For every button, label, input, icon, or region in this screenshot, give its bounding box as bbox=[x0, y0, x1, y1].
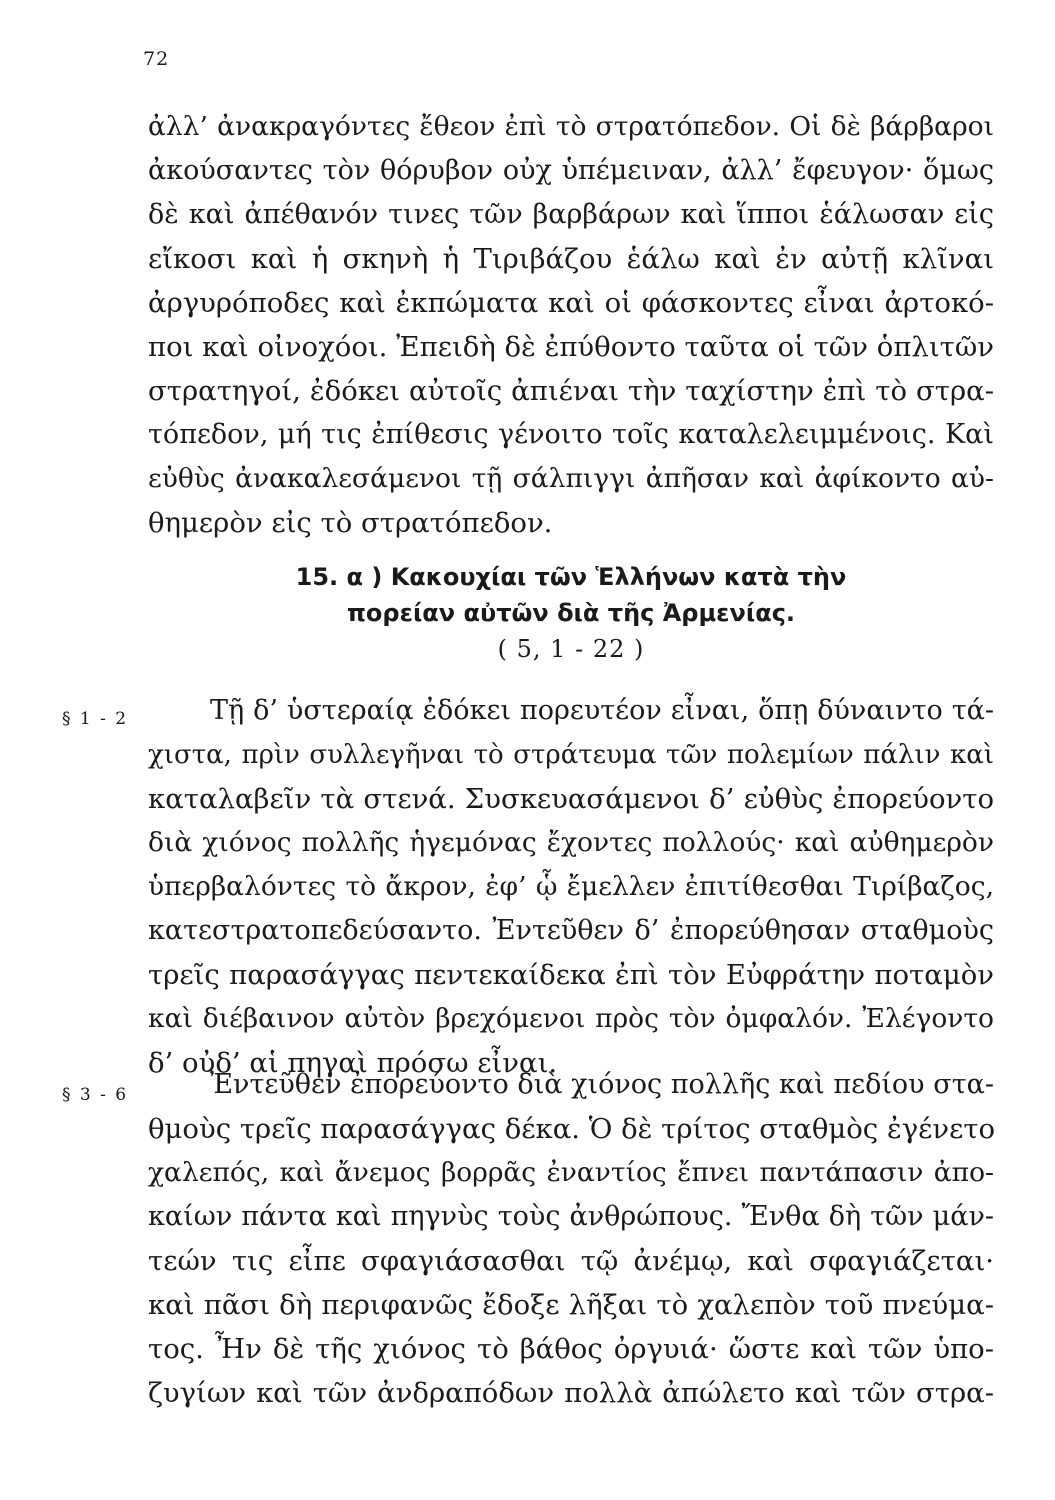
text-line: ἀλλ’ ἀνακραγόντες ἔθεον ἐπὶ τὸ στρατόπεδον. Οἱ δὲ βάρβαροι bbox=[148, 111, 994, 142]
text-line: καὶ πᾶσι δὴ περιφανῶς ἔδοξε λῆξαι τὸ χαλεπὸν τοῦ πνεύμα- bbox=[148, 1289, 994, 1321]
text-line: δὲ καὶ ἀπέθανόν τινες τῶν βαρβάρων καὶ ἵπποι ἑάλωσαν εἰς bbox=[148, 199, 994, 230]
section-reference: ( 5, 1 - 22 ) bbox=[497, 635, 645, 663]
text-line: χαλεπός, καὶ ἄνεμος βορρᾶς ἐναντίος ἔπνει παντάπασιν ἀπο- bbox=[148, 1157, 994, 1188]
text-line: Τῇ δ’ ὑστεραίᾳ ἐδόκει πορευτέον εἶναι, ὅπῃ δύναιντο τά- bbox=[210, 695, 994, 726]
text-line: θμοὺς τρεῖς παρασάγγας δέκα. Ὁ δὲ τρίτος σταθμὸς ἐγένετο bbox=[148, 1113, 996, 1145]
margin-note: § 1 - 2 bbox=[62, 709, 129, 729]
text-line: δ’ οὐδ’ αἱ πηγαὶ πρόσω εἶναι. bbox=[148, 1047, 558, 1079]
text-line: τρεῖς παρασάγγας πεντεκαίδεκα ἐπὶ τὸν Εὐφράτην ποταμὸν bbox=[148, 959, 994, 991]
text-line: τος. Ἦν δὲ τῆς χιόνος τὸ βάθος ὀργυιά· ὥστε καὶ τῶν ὑπο- bbox=[148, 1333, 994, 1365]
text-line: εἴκοσι καὶ ἡ σκηνὴ ἡ Τιριβάζου ἑάλω καὶ ἐν αὐτῇ κλῖναι bbox=[148, 243, 994, 275]
text-line: Ἐντεῦθεν ἐπορεύοντο διὰ χιόνος πολλῆς καὶ πεδίου στα- bbox=[210, 1069, 994, 1100]
text-line: θημερὸν εἰς τὸ στρατόπεδον. bbox=[148, 507, 553, 539]
text-line: καταλαβεῖν τὰ στενά. Συσκευασάμενοι δ’ εὐθὺς ἐπορεύοντο bbox=[148, 783, 994, 815]
section-heading-line-2: πορείαν αὐτῶν διὰ τῆς Ἀρμενίας. bbox=[346, 599, 796, 627]
text-line: ὑπερβαλόντες τὸ ἄκρον, ἐφ’ ᾧ ἔμελλεν ἐπιτίθεσθαι Τιρίβαζος, bbox=[148, 871, 994, 902]
text-line: ποι καὶ οἰνοχόοι. Ἐπειδὴ δὲ ἐπύθοντο ταῦτα οἱ τῶν ὁπλιτῶν bbox=[148, 331, 994, 363]
page-number: 72 bbox=[143, 48, 170, 70]
text-line: ἀκούσαντες τὸν θόρυβον οὐχ ὑπέμειναν, ἀλλ’ ἔφευγον· ὅμως bbox=[148, 155, 994, 186]
text-line: κατεστρατοπεδεύσαντο. Ἐντεῦθεν δ’ ἐπορεύθησαν σταθμοὺς bbox=[148, 915, 994, 946]
text-line: καίων πάντα καὶ πηγνὺς τοὺς ἀνθρώπους. Ἔνθα δὴ τῶν μάν- bbox=[148, 1201, 994, 1232]
text-line: εὐθὺς ἀνακαλεσάμενοι τῇ σάλπιγγι ἀπῆσαν καὶ ἀφίκοντο αὐ- bbox=[148, 463, 994, 494]
text-line: τόπεδον, μή τις ἐπίθεσις γένοιτο τοῖς καταλελειμμένοις. Καὶ bbox=[148, 419, 994, 450]
text-line: χιστα, πρὶν συλλεγῆναι τὸ στράτευμα τῶν πολεμίων πάλιν καὶ bbox=[148, 740, 994, 770]
text-line: τεών τις εἶπε σφαγιάσασθαι τῷ ἀνέμῳ, καὶ σφαγιάζεται· bbox=[148, 1245, 994, 1277]
text-line: ζυγίων καὶ τῶν ἀνδραπόδων πολλὰ ἀπώλετο καὶ τῶν στρα- bbox=[148, 1377, 994, 1409]
text-line: καὶ διέβαινον αὐτὸν βρεχόμενοι πρὸς τὸν ὀμφαλόν. Ἐλέγοντο bbox=[148, 1003, 994, 1034]
text-line: διὰ χιόνος πολλῆς ἡγεμόνας ἔχοντες πολλούς· καὶ αὐθημερὸν bbox=[148, 827, 994, 858]
section-heading-line-1: 15. α ) Κακουχίαι τῶν Ἑλλήνων κατὰ τὴν bbox=[295, 563, 847, 591]
text-line: ἀργυρόποδες καὶ ἐκπώματα καὶ οἱ φάσκοντες εἶναι ἀρτοκό- bbox=[148, 287, 994, 319]
text-line: στρατηγοί, ἐδόκει αὐτοῖς ἀπιέναι τὴν ταχίστην ἐπὶ τὸ στρα- bbox=[148, 375, 994, 407]
margin-note: § 3 - 6 bbox=[62, 1085, 129, 1105]
